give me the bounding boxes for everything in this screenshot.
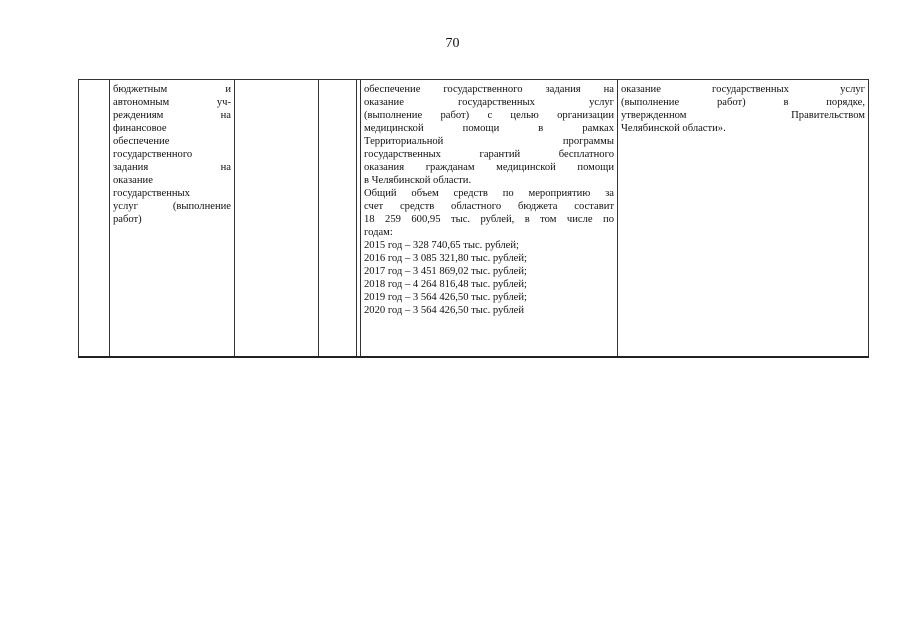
cell-empty-3 bbox=[235, 80, 319, 358]
cell-action-name bbox=[110, 80, 235, 358]
action-name-line: оказание bbox=[113, 175, 153, 186]
action-name-line: обеспечение bbox=[113, 136, 170, 147]
procedure-line: утвержденном Правительством bbox=[621, 110, 865, 121]
funding-year-line: 2020 год – 3 564 426,50 тыс. рублей bbox=[364, 305, 525, 316]
action-name-line: государственного bbox=[113, 149, 193, 160]
description-line: государственных гарантий бесплатного bbox=[364, 149, 614, 160]
funding-year-line: 2015 год – 328 740,65 тыс. рублей; bbox=[364, 240, 520, 251]
description-line: в Челябинской области. bbox=[364, 175, 472, 186]
funding-year-line: 2018 год – 4 264 816,48 тыс. рублей; bbox=[364, 279, 527, 290]
action-name-line: финансовое bbox=[113, 123, 167, 134]
cell-number bbox=[79, 80, 110, 358]
procedure-line: (выполнение работ) в порядке, bbox=[621, 97, 865, 108]
action-name-line: работ) bbox=[113, 214, 142, 225]
description-line: обеспечение государственного задания на bbox=[364, 84, 614, 95]
cell-description bbox=[361, 80, 618, 358]
procedure-line: Челябинской области». bbox=[621, 123, 726, 134]
description-line: 18 259 600,95 тыс. рублей, в том числе по bbox=[364, 214, 614, 225]
action-name-line: реждениям на bbox=[113, 110, 231, 121]
action-name-line: бюджетным и bbox=[113, 84, 231, 95]
procedure-line: оказание государственных услуг bbox=[621, 84, 865, 95]
description-line: оказания гражданам медицинской помощи bbox=[364, 162, 614, 173]
funding-year-line: 2019 год – 3 564 426,50 тыс. рублей; bbox=[364, 292, 527, 303]
funding-year-line: 2017 год – 3 451 869,02 тыс. рублей; bbox=[364, 266, 527, 277]
description-line: годам: bbox=[364, 227, 393, 238]
page-number: 70 bbox=[445, 36, 460, 51]
action-name-line: автономным уч- bbox=[113, 97, 231, 108]
document-table bbox=[78, 79, 869, 358]
funding-year-line: 2016 год – 3 085 321,80 тыс. рублей; bbox=[364, 253, 527, 264]
action-name-line: задания на bbox=[113, 162, 231, 173]
description-line: оказание государственных услуг bbox=[364, 97, 614, 108]
table-row bbox=[79, 80, 869, 358]
action-name-line: государственных bbox=[113, 188, 190, 199]
cell-empty-4 bbox=[319, 80, 357, 358]
cell-procedure bbox=[618, 80, 869, 358]
description-line: (выполнение работ) с целью организации bbox=[364, 110, 614, 121]
description-line: Территориальной программы bbox=[364, 136, 614, 147]
description-line: медицинской помощи в рамках bbox=[364, 123, 614, 134]
description-line: Общий объем средств по мероприятию за bbox=[364, 188, 614, 199]
description-line: счет средств областного бюджета составит bbox=[364, 201, 614, 212]
action-name-line: услуг (выполнение bbox=[113, 201, 231, 212]
